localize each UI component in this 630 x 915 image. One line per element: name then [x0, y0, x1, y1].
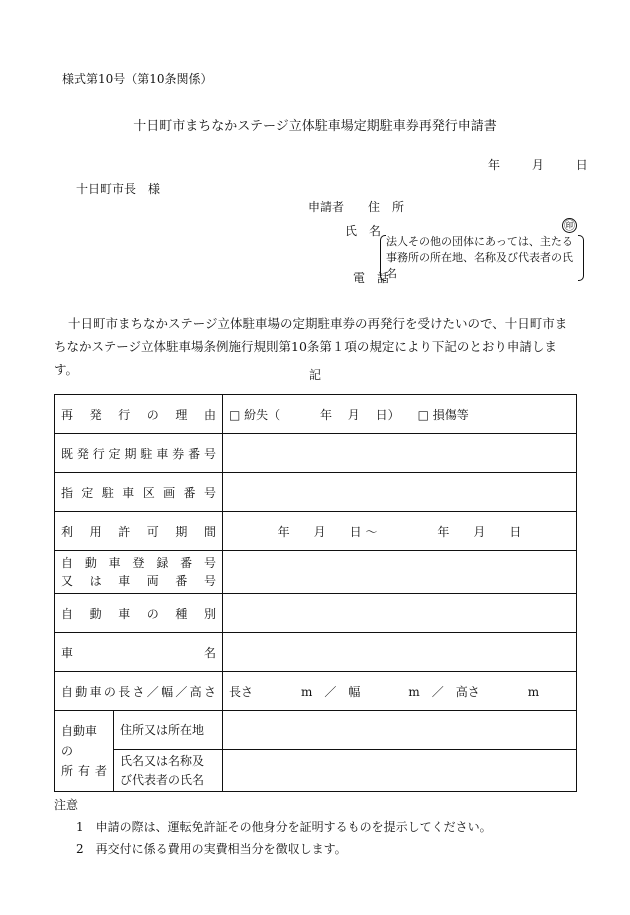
table-row — [55, 711, 577, 750]
car-type-label: 自動車の種別 — [55, 594, 223, 633]
owner-label-line1: 自動車の — [61, 724, 98, 758]
owner-name-label — [114, 750, 223, 792]
applicant-name-label: 氏 名 — [345, 224, 382, 238]
table-row — [55, 633, 577, 672]
car-name-field[interactable] — [223, 633, 577, 672]
owner-name-label-line1: 氏名又は名称及 — [120, 753, 205, 768]
org-note: 法人その他の団体にあっては、主たる事務所の所在地、名称及び代表者の氏名 — [382, 234, 582, 282]
applicant-phone-label: 電 話 — [353, 271, 390, 285]
date-line — [488, 156, 588, 173]
notes-title: 注意 — [54, 798, 79, 812]
size-field[interactable]: 長さ m ／ 幅 m ／ 高さ m — [223, 672, 577, 711]
addressee: 十日町市長 様 — [76, 182, 161, 196]
owner-address-field[interactable] — [223, 711, 577, 750]
date-year: 年 — [488, 158, 501, 172]
table-row — [55, 434, 577, 473]
parking-space-field[interactable] — [223, 473, 577, 512]
note-item: 1 申請の際は、運転免許証その他身分を証明するものを提示してください。 — [76, 820, 492, 834]
car-name-label: 車名 — [55, 633, 223, 672]
period-label: 利用許可期間 — [55, 512, 223, 551]
table-row — [55, 750, 577, 792]
ki-heading: 記 — [308, 368, 321, 382]
registration-label — [55, 551, 223, 594]
body-text: 十日町市まちなかステージ立体駐車場の定期駐車券の再発行を受けたいので、十日町市まちなかステージ立体駐車場条例施行規則第10条第１項の規定により下記のとおり申請します。 — [54, 316, 568, 377]
reason-label: 再発行の理由 — [55, 395, 223, 434]
owner-label-line2: 所有者 — [61, 764, 107, 778]
table-row — [55, 473, 577, 512]
form-number: 様式第10号（第10条関係） — [62, 72, 213, 86]
application-table — [54, 394, 577, 792]
reason-field[interactable]: □ 紛失（ 年 月 日） □ 損傷等 — [223, 395, 577, 434]
owner-label — [55, 711, 114, 792]
registration-label-line1: 自動車登録番号 — [61, 556, 216, 570]
table-row — [55, 672, 577, 711]
page-title: 十日町市まちなかステージ立体駐車場定期駐車券再発行申請書 — [133, 119, 497, 134]
ticket-number-label: 既発行定期駐車券番号 — [55, 434, 223, 473]
owner-name-field[interactable] — [223, 750, 577, 792]
ticket-number-field[interactable] — [223, 434, 577, 473]
parking-space-label: 指定駐車区画番号 — [55, 473, 223, 512]
date-month: 月 — [531, 158, 544, 172]
seal-icon: ㊞ — [564, 219, 575, 232]
note-item: 2 再交付に係る費用の実費相当分を徴収します。 — [76, 842, 347, 856]
registration-field[interactable] — [223, 551, 577, 594]
table-row — [55, 512, 577, 551]
owner-name-label-line2: び代表者の氏名 — [120, 772, 205, 787]
applicant-label: 申請者 — [308, 200, 345, 214]
date-day: 日 — [575, 158, 588, 172]
applicant-address-label: 住 所 — [368, 200, 405, 214]
table-row — [55, 395, 577, 434]
period-field[interactable]: 年 月 日 〜 年 月 日 — [223, 512, 577, 551]
size-label: 自動車の長さ／幅／高さ — [55, 672, 223, 711]
table-row — [55, 594, 577, 633]
registration-label-line2: 又は車両番号 — [61, 574, 216, 588]
owner-address-label: 住所又は所在地 — [114, 711, 223, 750]
car-type-field[interactable] — [223, 594, 577, 633]
table-row — [55, 551, 577, 594]
